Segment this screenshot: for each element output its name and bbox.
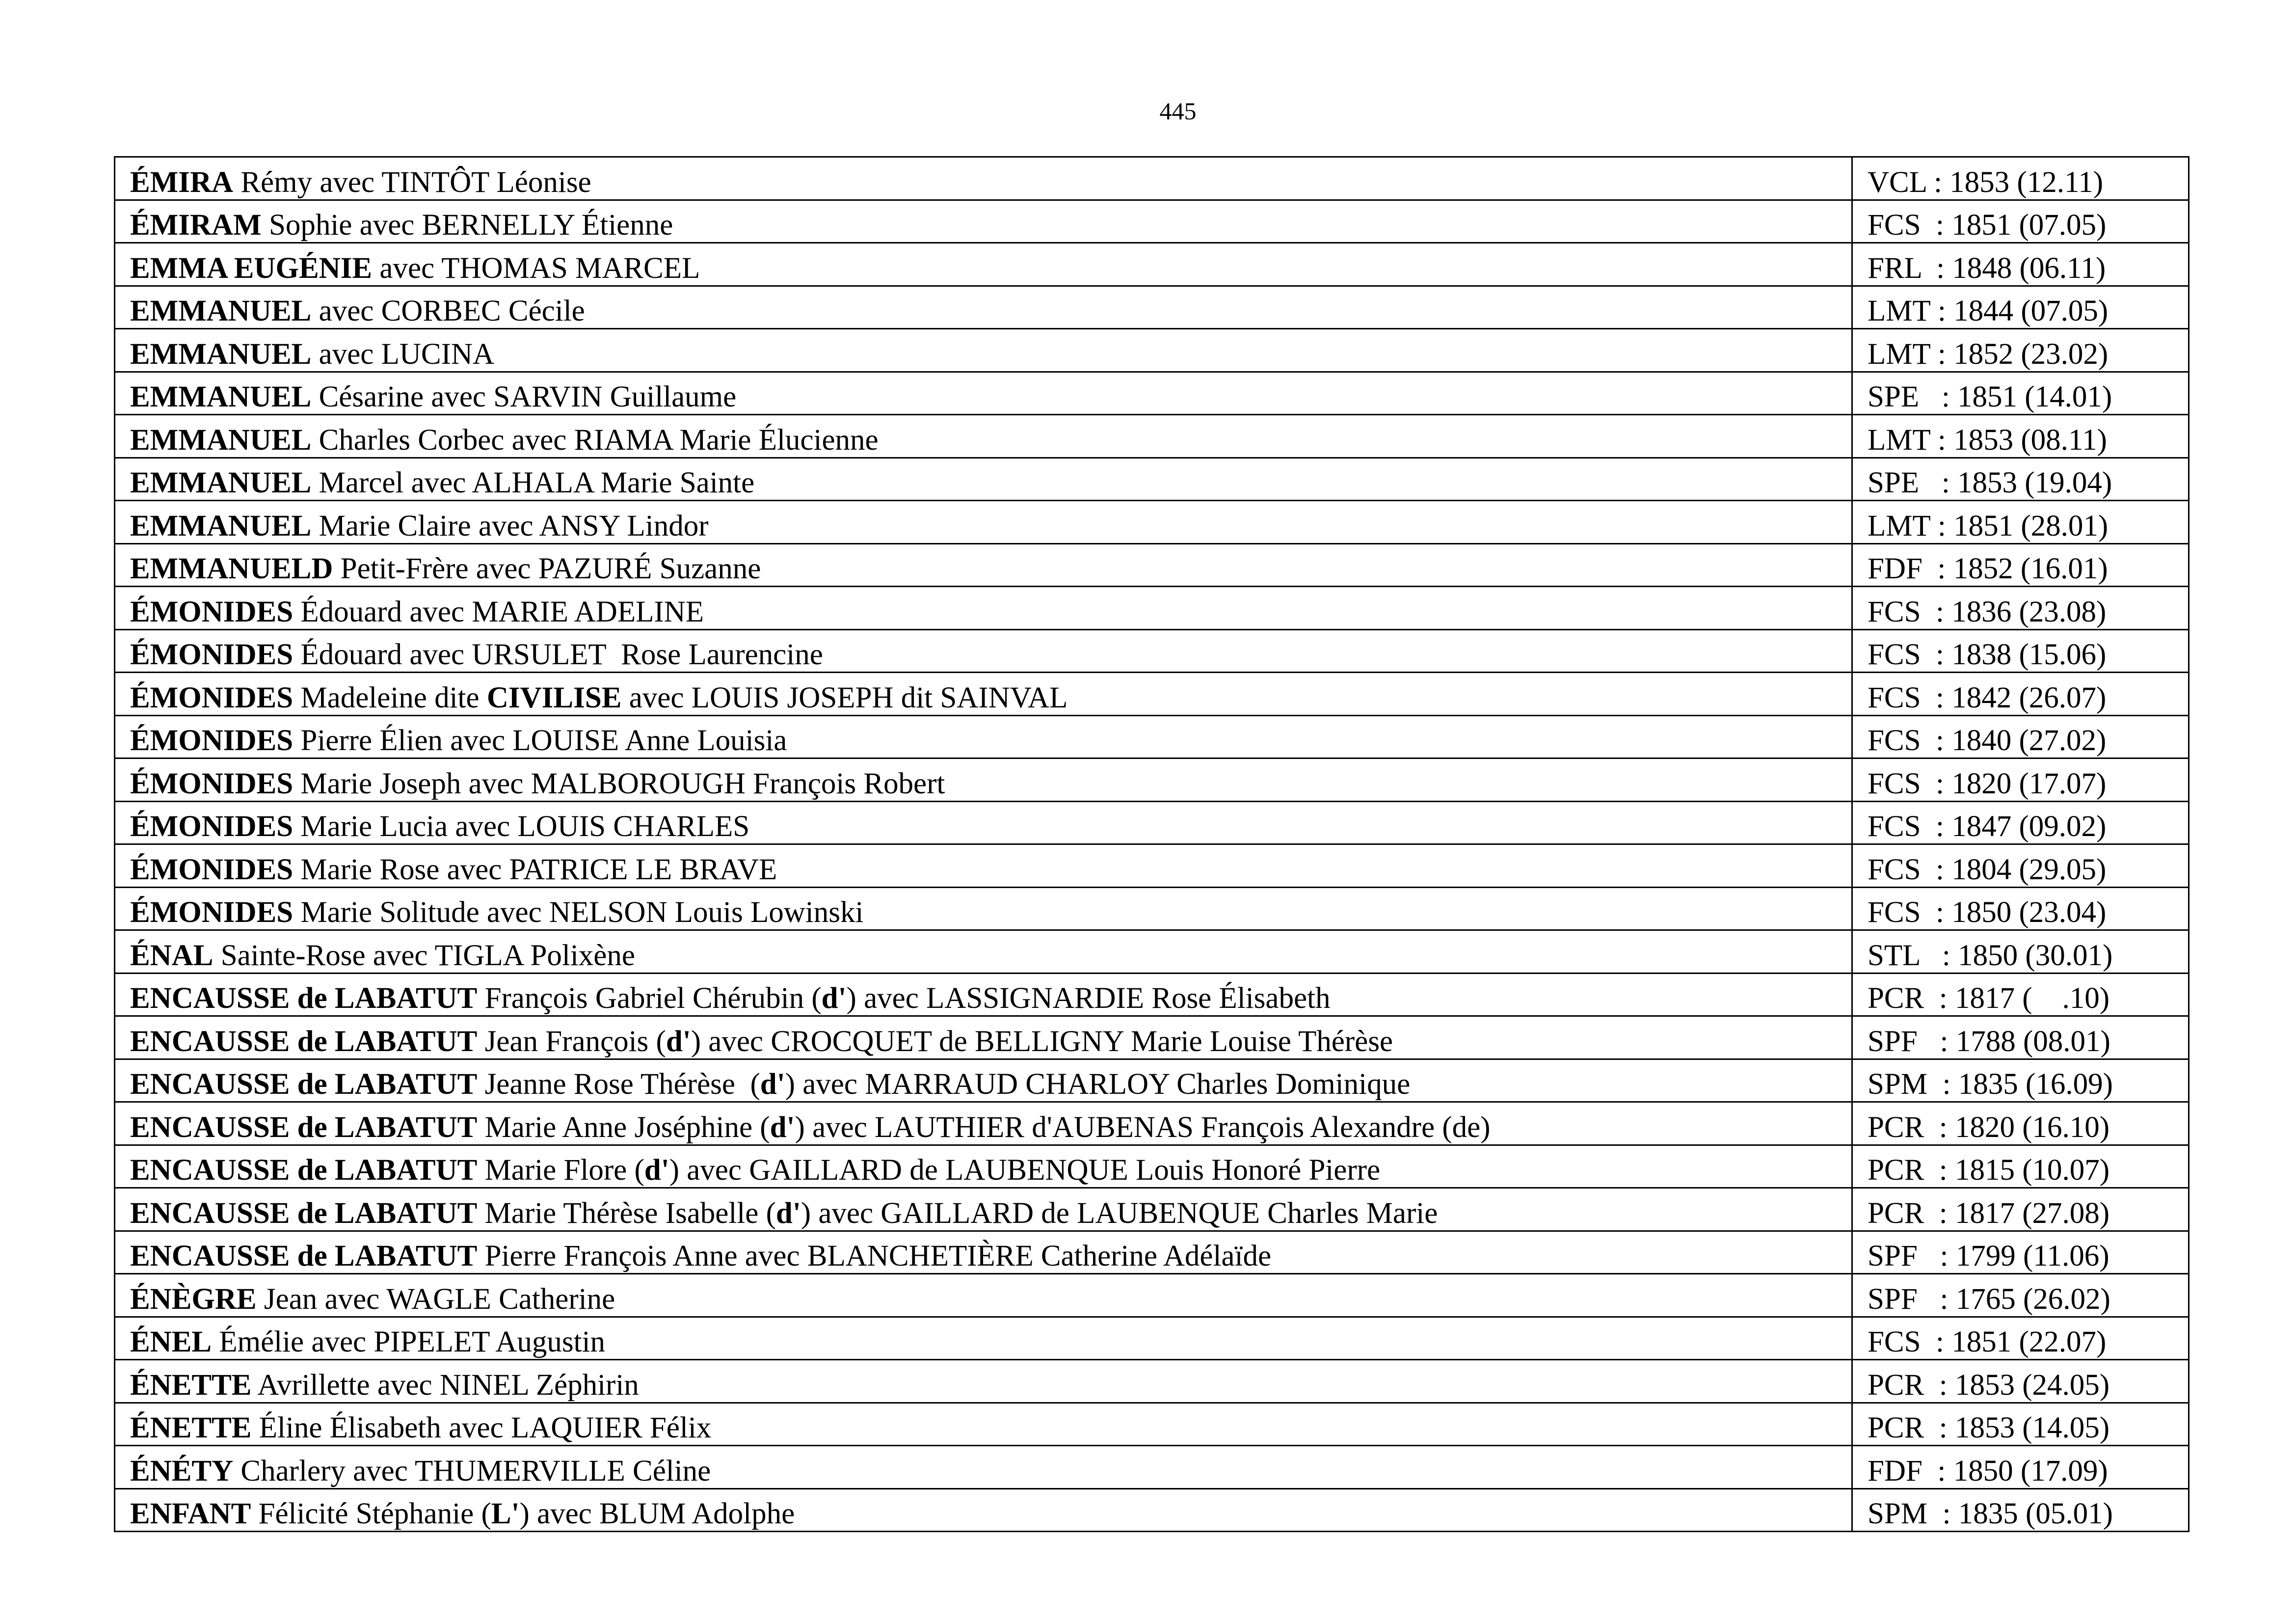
bold-name-text: ENCAUSSE de LABATUT — [130, 1240, 478, 1272]
entry-reference-cell: LMT : 1851 (28.01) — [1852, 501, 2189, 544]
bold-name-text: ÉMONIDES — [130, 595, 294, 628]
entry-text: ) avec LAUTHIER d'AUBENAS François Alexandre (de) — [795, 1110, 1491, 1144]
entry-reference-cell: LMT : 1844 (07.05) — [1852, 286, 2189, 329]
entry-text: Avrillette avec NINEL Zéphirin — [251, 1368, 639, 1402]
bold-name-text: ENCAUSSE de LABATUT — [130, 1110, 478, 1144]
table-row — [115, 329, 2189, 372]
entry-reference-cell: FCS : 1836 (23.08) — [1852, 587, 2189, 630]
entry-names-cell — [115, 329, 1852, 372]
entry-reference-cell: LMT : 1852 (23.02) — [1852, 329, 2189, 372]
entry-text: Jean François ( — [477, 1025, 666, 1058]
entry-text: Marie Solitude avec NELSON Louis Lowinski — [293, 896, 864, 929]
table-row — [115, 458, 2189, 501]
table-row — [115, 372, 2189, 415]
table-row — [115, 930, 2189, 974]
entry-text: Félicité Stéphanie ( — [251, 1497, 491, 1530]
entry-reference-cell: SPM : 1835 (05.01) — [1852, 1488, 2189, 1532]
bold-name-text: ÉNAL — [130, 939, 214, 972]
table-row — [115, 1016, 2189, 1059]
entry-reference-cell: STL : 1850 (30.01) — [1852, 930, 2189, 974]
entry-reference-cell: FDF : 1852 (16.01) — [1852, 543, 2189, 587]
entry-names-cell — [115, 715, 1852, 758]
entry-text: Marcel avec ALHALA Marie Sainte — [311, 466, 755, 499]
bold-name-text: d' — [775, 1196, 801, 1230]
entry-reference-cell: PCR : 1820 (16.10) — [1852, 1102, 2189, 1145]
bold-name-text: ÉNÉTY — [130, 1454, 234, 1488]
entry-names-cell — [115, 801, 1852, 844]
bold-name-text: ENCAUSSE de LABATUT — [130, 1025, 478, 1058]
table-row — [115, 1488, 2189, 1532]
bold-name-text: EMMANUEL — [130, 509, 312, 542]
entry-reference-cell: PCR : 1817 ( .10) — [1852, 973, 2189, 1016]
entry-text: avec LOUIS JOSEPH dit SAINVAL — [621, 681, 1068, 714]
register-table-body — [115, 157, 2189, 1532]
entry-reference-cell: SPF : 1799 (11.06) — [1852, 1231, 2189, 1274]
bold-name-text: ENCAUSSE de LABATUT — [130, 1068, 478, 1101]
bold-name-text: ÉMONIDES — [130, 681, 294, 714]
entry-names-cell — [115, 501, 1852, 544]
entry-text: Édouard avec URSULET Rose Laurencine — [293, 638, 823, 671]
bold-name-text: ÉMONIDES — [130, 810, 294, 843]
entry-text: Sainte-Rose avec TIGLA Polixène — [213, 939, 635, 972]
bold-name-text: ÉNÈGRE — [130, 1282, 257, 1316]
entry-reference-cell: FDF : 1850 (17.09) — [1852, 1446, 2189, 1489]
table-row — [115, 543, 2189, 587]
entry-names-cell — [115, 844, 1852, 888]
entry-text: Madeleine dite — [293, 681, 487, 714]
entry-names-cell — [115, 1446, 1852, 1489]
entry-reference-cell: FCS : 1847 (09.02) — [1852, 801, 2189, 844]
entry-text: Sophie avec BERNELLY Étienne — [261, 209, 673, 242]
entry-names-cell — [115, 973, 1852, 1016]
table-row — [115, 844, 2189, 888]
entry-text: Éline Élisabeth avec LAQUIER Félix — [251, 1411, 712, 1444]
entry-text: avec CORBEC Cécile — [311, 295, 585, 327]
bold-name-text: d' — [760, 1068, 785, 1101]
bold-name-text: ÉMONIDES — [130, 896, 294, 929]
table-row — [115, 1403, 2189, 1446]
bold-name-text: ENCAUSSE de LABATUT — [130, 982, 478, 1015]
entry-reference-cell: FCS : 1840 (27.02) — [1852, 715, 2189, 758]
table-row — [115, 1317, 2189, 1360]
bold-name-text: d' — [821, 982, 847, 1015]
entry-names-cell — [115, 1188, 1852, 1231]
entry-names-cell — [115, 1145, 1852, 1188]
entry-text: François Gabriel Chérubin ( — [477, 982, 822, 1015]
bold-name-text: ÉNETTE — [130, 1368, 252, 1402]
entry-reference-cell: PCR : 1817 (27.08) — [1852, 1188, 2189, 1231]
entry-names-cell — [115, 458, 1852, 501]
entry-names-cell — [115, 286, 1852, 329]
bold-name-text: d' — [770, 1110, 795, 1144]
entry-text: Émélie avec PIPELET Augustin — [212, 1325, 606, 1358]
bold-name-text: EMMANUEL — [130, 423, 312, 457]
bold-name-text: EMMANUEL — [130, 380, 312, 413]
table-row — [115, 415, 2189, 458]
table-row — [115, 758, 2189, 802]
entry-names-cell — [115, 543, 1852, 587]
bold-name-text: EMMANUELD — [130, 552, 333, 585]
bold-name-text: EMMANUEL — [130, 337, 312, 371]
entry-reference-cell: PCR : 1853 (24.05) — [1852, 1360, 2189, 1403]
table-row — [115, 1360, 2189, 1403]
entry-text: ) avec GAILLARD de LAUBENQUE Charles Marie — [801, 1196, 1438, 1230]
entry-reference-cell: SPF : 1788 (08.01) — [1852, 1016, 2189, 1059]
entry-reference-cell: PCR : 1853 (14.05) — [1852, 1403, 2189, 1446]
entry-text: ) avec MARRAUD CHARLOY Charles Dominique — [785, 1068, 1411, 1101]
table-row — [115, 1059, 2189, 1102]
entry-reference-cell: FCS : 1838 (15.06) — [1852, 629, 2189, 673]
entry-reference-cell: SPE : 1853 (19.04) — [1852, 458, 2189, 501]
entry-names-cell — [115, 887, 1852, 930]
bold-name-text: ÉMIRAM — [130, 209, 262, 242]
entry-reference-cell: FCS : 1842 (26.07) — [1852, 673, 2189, 716]
entry-text: Charlery avec THUMERVILLE Céline — [233, 1454, 711, 1488]
table-row — [115, 1274, 2189, 1317]
table-row — [115, 801, 2189, 844]
table-row — [115, 286, 2189, 329]
entry-names-cell — [115, 1016, 1852, 1059]
entry-reference-cell: SPE : 1851 (14.01) — [1852, 372, 2189, 415]
entry-reference-cell: SPM : 1835 (16.09) — [1852, 1059, 2189, 1102]
entry-names-cell — [115, 372, 1852, 415]
entry-text: Charles Corbec avec RIAMA Marie Élucienne — [311, 423, 879, 457]
entry-names-cell — [115, 157, 1852, 200]
entry-names-cell — [115, 200, 1852, 243]
entry-text: ) avec LASSIGNARDIE Rose Élisabeth — [846, 982, 1331, 1015]
entry-names-cell — [115, 629, 1852, 673]
bold-name-text: EMMA EUGÉNIE — [130, 251, 373, 285]
entry-text: ) avec BLUM Adolphe — [519, 1497, 795, 1530]
table-row — [115, 1231, 2189, 1274]
bold-name-text: ÉNETTE — [130, 1411, 252, 1444]
bold-name-text: L' — [491, 1497, 520, 1530]
entry-reference-cell: FCS : 1804 (29.05) — [1852, 844, 2189, 888]
table-row — [115, 1446, 2189, 1489]
bold-name-text: d' — [644, 1154, 669, 1187]
entry-names-cell — [115, 1317, 1852, 1360]
bold-name-text: ENCAUSSE de LABATUT — [130, 1154, 478, 1187]
entry-reference-cell: FCS : 1851 (22.07) — [1852, 1317, 2189, 1360]
bold-name-text: ENCAUSSE de LABATUT — [130, 1196, 478, 1230]
table-row — [115, 973, 2189, 1016]
table-row — [115, 200, 2189, 243]
table-row — [115, 243, 2189, 286]
entry-text: Jean avec WAGLE Catherine — [256, 1282, 615, 1316]
bold-name-text: EMMANUEL — [130, 295, 312, 327]
entry-names-cell — [115, 1231, 1852, 1274]
entry-text: Rémy avec TINTÔT Léonise — [233, 165, 591, 199]
page-number: 445 — [1159, 97, 1197, 125]
entry-text: Marie Claire avec ANSY Lindor — [311, 509, 709, 542]
entry-names-cell — [115, 673, 1852, 716]
entry-names-cell — [115, 1360, 1852, 1403]
entry-text: Marie Lucia avec LOUIS CHARLES — [293, 810, 750, 843]
entry-text: Césarine avec SARVIN Guillaume — [311, 380, 737, 413]
table-row — [115, 587, 2189, 630]
entry-text: Jeanne Rose Thérèse ( — [477, 1068, 760, 1101]
bold-name-text: ÉMONIDES — [130, 724, 294, 757]
entry-text: Marie Anne Joséphine ( — [477, 1110, 770, 1144]
bold-name-text: ÉMIRA — [130, 165, 234, 199]
entry-text: Marie Flore ( — [477, 1154, 644, 1187]
table-row — [115, 673, 2189, 716]
table-row — [115, 1145, 2189, 1188]
entry-text: ) avec GAILLARD de LAUBENQUE Louis Honoré Pierre — [669, 1154, 1381, 1187]
table-row — [115, 629, 2189, 673]
entry-reference-cell: PCR : 1815 (10.07) — [1852, 1145, 2189, 1188]
entry-reference-cell: FRL : 1848 (06.11) — [1852, 243, 2189, 286]
bold-name-text: CIVILISE — [486, 681, 622, 714]
entry-reference-cell: SPF : 1765 (26.02) — [1852, 1274, 2189, 1317]
bold-name-text: ÉNEL — [130, 1325, 212, 1358]
entry-names-cell — [115, 243, 1852, 286]
entry-text: avec THOMAS MARCEL — [372, 251, 700, 285]
table-row — [115, 1188, 2189, 1231]
entry-text: ) avec CROCQUET de BELLIGNY Marie Louise Thérèse — [691, 1025, 1393, 1058]
table-row — [115, 715, 2189, 758]
marriage-register-table — [114, 156, 2189, 1532]
entry-text: Marie Thérèse Isabelle ( — [477, 1196, 776, 1230]
entry-reference-cell: FCS : 1820 (17.07) — [1852, 758, 2189, 802]
entry-reference-cell: VCL : 1853 (12.11) — [1852, 157, 2189, 200]
bold-name-text: EMMANUEL — [130, 466, 312, 499]
entry-names-cell — [115, 415, 1852, 458]
entry-names-cell — [115, 1488, 1852, 1532]
entry-text: Pierre Élien avec LOUISE Anne Louisia — [293, 724, 787, 757]
entry-names-cell — [115, 1059, 1852, 1102]
entry-text: Marie Rose avec PATRICE LE BRAVE — [293, 853, 777, 886]
entry-text: Pierre François Anne avec BLANCHETIÈRE Catherine Adélaïde — [477, 1240, 1272, 1272]
table-row — [115, 887, 2189, 930]
bold-name-text: ÉMONIDES — [130, 853, 294, 886]
entry-names-cell — [115, 1102, 1852, 1145]
entry-reference-cell: FCS : 1851 (07.05) — [1852, 200, 2189, 243]
entry-text: Édouard avec MARIE ADELINE — [293, 595, 704, 628]
table-row — [115, 157, 2189, 200]
table-row — [115, 501, 2189, 544]
entry-text: Marie Joseph avec MALBOROUGH François Robert — [293, 767, 945, 800]
bold-name-text: ÉMONIDES — [130, 638, 294, 671]
table-row — [115, 1102, 2189, 1145]
entry-names-cell — [115, 1403, 1852, 1446]
bold-name-text: d' — [666, 1025, 691, 1058]
bold-name-text: ÉMONIDES — [130, 767, 294, 800]
entry-names-cell — [115, 930, 1852, 974]
entry-reference-cell: LMT : 1853 (08.11) — [1852, 415, 2189, 458]
entry-text: avec LUCINA — [311, 337, 495, 371]
bold-name-text: ENFANT — [130, 1497, 251, 1530]
entry-names-cell — [115, 758, 1852, 802]
entry-names-cell — [115, 587, 1852, 630]
entry-text: Petit-Frère avec PAZURÉ Suzanne — [333, 552, 761, 585]
entry-names-cell — [115, 1274, 1852, 1317]
entry-reference-cell: FCS : 1850 (23.04) — [1852, 887, 2189, 930]
